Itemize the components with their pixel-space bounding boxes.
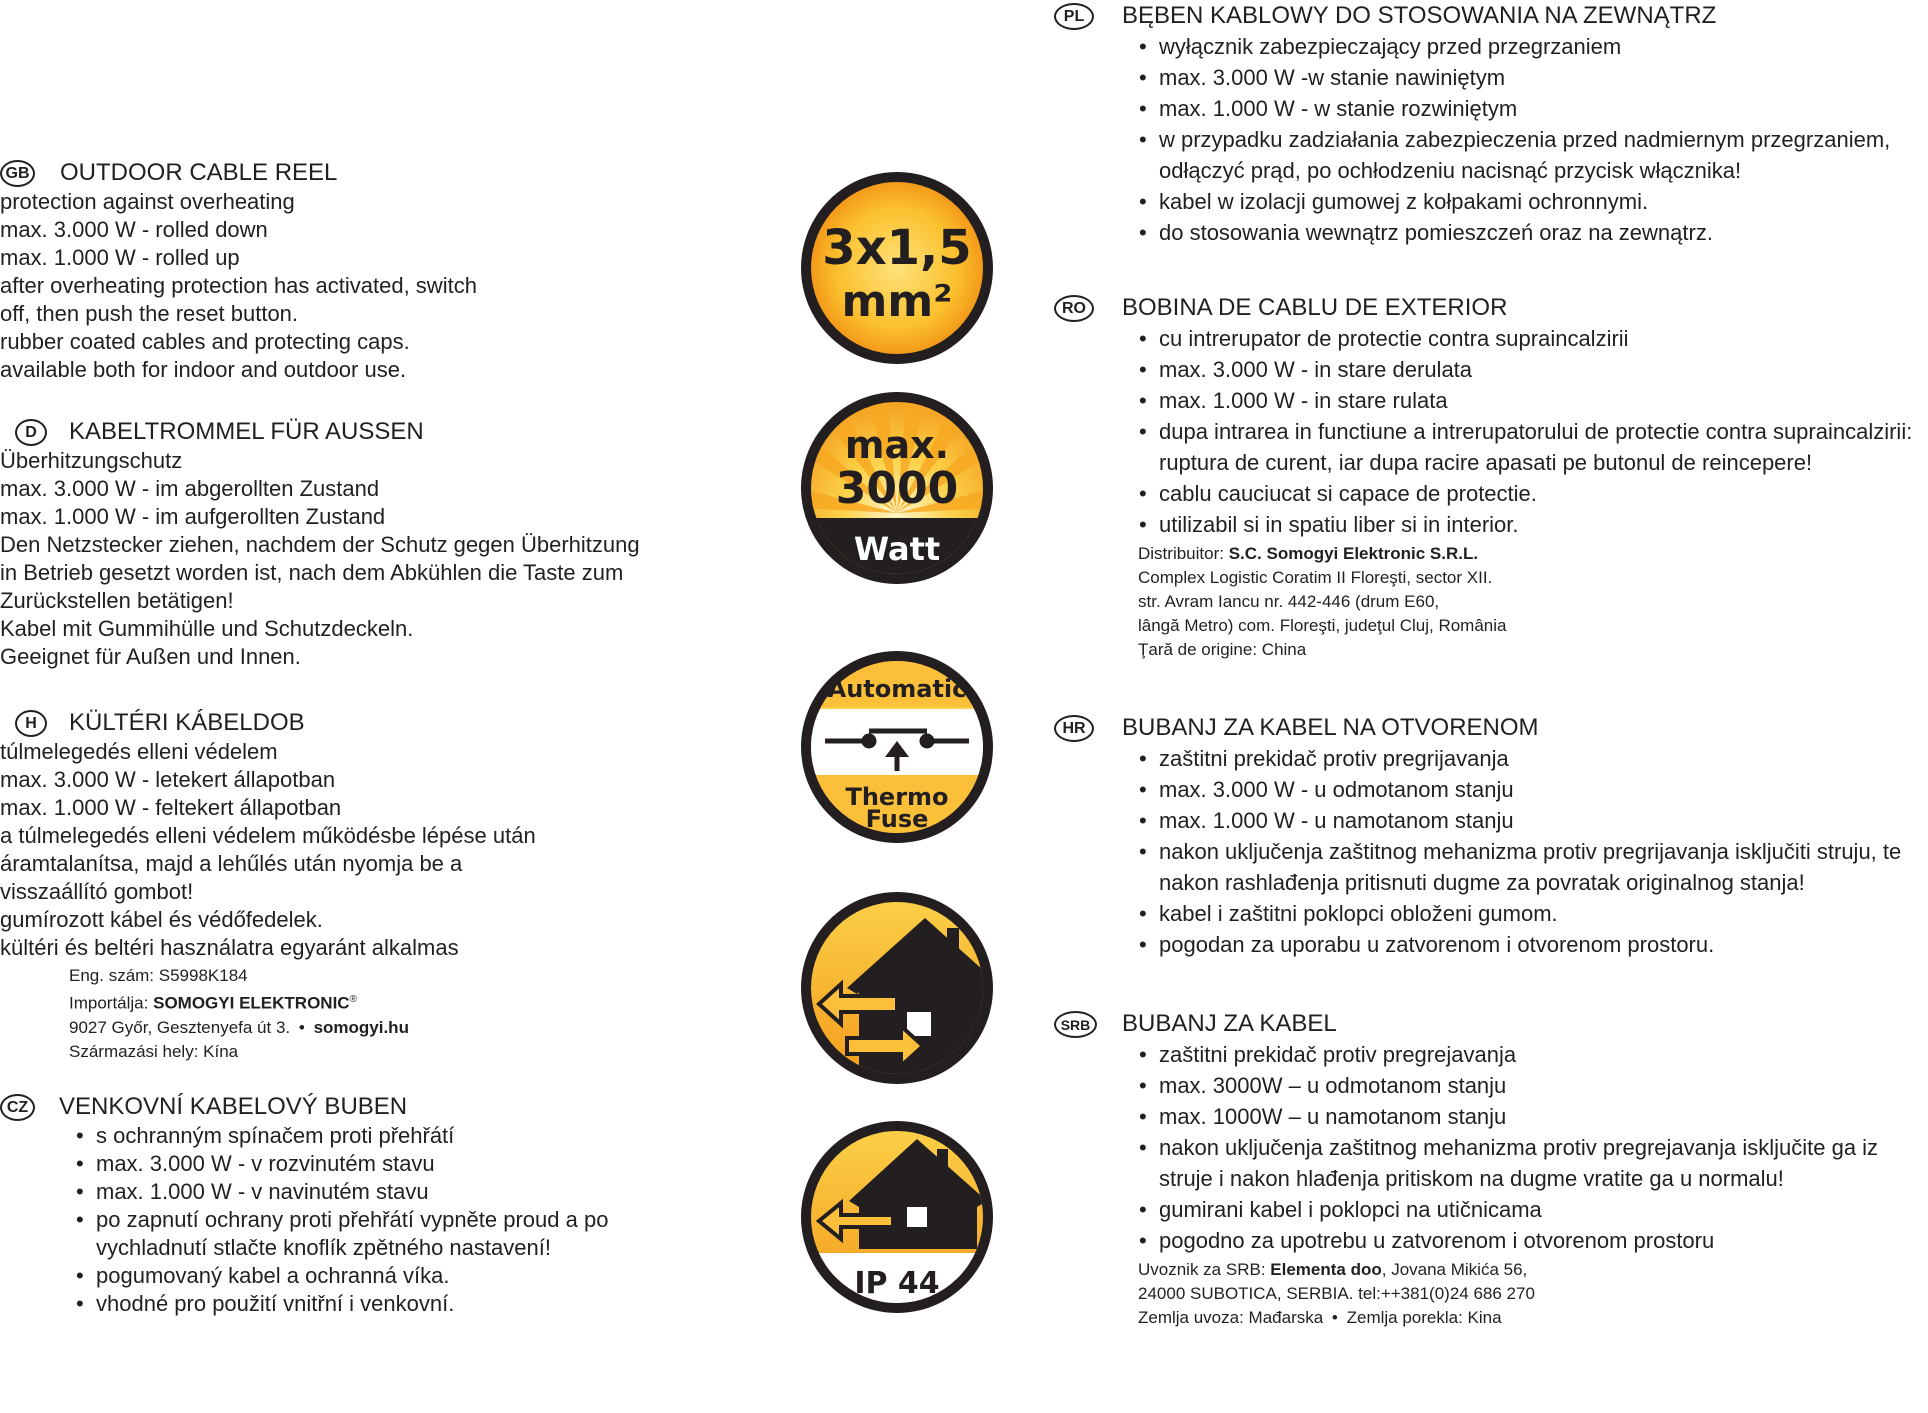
thermo-fuse-icon	[797, 647, 997, 847]
distributor-info-ro	[1138, 542, 1928, 662]
ip44-icon	[797, 1117, 997, 1317]
list-item: • max. 1.000 W - u namotanom stanju	[1159, 805, 1928, 836]
item-list-hr	[1159, 743, 1928, 960]
section-d	[0, 417, 660, 671]
item-list-pl	[1159, 31, 1919, 248]
item-list-srb	[1159, 1039, 1919, 1256]
list-item: • protection against overheating	[0, 188, 500, 216]
list-item: • a túlmelegedés elleni védelem működésbe lépése után áramtalanítsa, majd a lehűlés után nyomja be a visszaállító gombot!	[0, 822, 560, 906]
list-item: • w przypadku zadziałania zabezpieczenia przed nadmiernym przegrzaniem, odłączyć prąd, po ochłodzeniu nacisnąć przycisk włącznika!	[1159, 124, 1919, 186]
list-item: • kabel w izolacji gumowej z kołpakami ochronnymi.	[1159, 186, 1919, 217]
list-item: • pogodan za uporabu u zatvorenom i otvorenom prostoru.	[1159, 929, 1928, 960]
list-item: • max. 1.000 W - in stare rulata	[1159, 385, 1928, 416]
section-title-gb: OUTDOOR CABLE REEL	[60, 159, 338, 186]
address-line: lângă Metro) com. Floreşti, judeţul Cluj, România	[1138, 616, 1507, 635]
list-item: • pogumovaný kabel a ochranná víka.	[96, 1262, 636, 1290]
list-item: • max. 1.000 W - rolled up	[0, 244, 500, 272]
website: somogyi.hu	[313, 1017, 409, 1037]
section-title-srb: BUBANJ ZA KABEL	[1122, 1010, 1337, 1037]
list-item: • pogodno za upotrebu u zatvorenom i otvorenom prostoru	[1159, 1225, 1919, 1256]
list-item: • zaštitni prekidač protiv pregrijavanja	[1159, 743, 1928, 774]
origin-line: Ţară de origine: China	[1138, 640, 1307, 659]
svg-text:Automatic: Automatic	[827, 675, 967, 703]
item-list-cz	[96, 1122, 636, 1318]
list-item: • wyłącznik zabezpieczający przed przegrzaniem	[1159, 31, 1919, 62]
list-item: • after overheating protection has activated, switch off, then push the reset button.	[0, 272, 500, 328]
svg-text:3000: 3000	[835, 463, 959, 514]
list-item: • gumirani kabel i poklopci na utičnicama	[1159, 1194, 1919, 1225]
list-item: • zaštitni prekidač protiv pregrejavanja	[1159, 1039, 1919, 1070]
section-title-cz: VENKOVNÍ KABELOVÝ BUBEN	[59, 1093, 408, 1120]
lang-badge-h: H	[15, 710, 47, 737]
list-item: • do stosowania wewnątrz pomieszczeń oraz na zewnątrz.	[1159, 217, 1919, 248]
indoor-outdoor-icon	[797, 888, 997, 1088]
list-item: • max. 3.000 W - im abgerollten Zustand	[0, 475, 660, 503]
list-item: • max. 1.000 W - w stanie rozwiniętym	[1159, 93, 1919, 124]
list-item: • s ochranným spínačem proti přehřátí	[96, 1122, 636, 1150]
list-item: • rubber coated cables and protecting caps.	[0, 328, 500, 356]
svg-text:mm²: mm²	[841, 276, 953, 327]
list-item: • max. 3.000 W - letekert állapotban	[0, 766, 560, 794]
lang-badge-hr: HR	[1054, 715, 1094, 742]
importer-name: Elementa doo	[1270, 1260, 1382, 1279]
section-gb	[0, 158, 500, 384]
svg-text:max.: max.	[844, 423, 950, 467]
list-item: • po zapnutí ochrany proti přehřátí vypněte proud a po vychladnutí stlačte knoflík zpětného nastavení!	[96, 1206, 636, 1262]
section-title-h: KÜLTÉRI KÁBELDOB	[69, 709, 305, 736]
lang-badge-srb: SRB	[1054, 1011, 1097, 1038]
importer-line: Importálja: SOMOGYI ELEKTRONIC®	[69, 993, 357, 1013]
svg-text:Fuse: Fuse	[865, 805, 929, 833]
address-line: Complex Logistic Coratim II Floreşti, sector XII.	[1138, 568, 1493, 587]
section-pl	[1054, 1, 1919, 248]
list-item: • Den Netzstecker ziehen, nachdem der Schutz gegen Überhitzung in Betrieb gesetzt worden ist, nach dem Abkühlen die Taste zum Zurückstellen betätigen!	[0, 531, 660, 615]
list-item: • utilizabil si in spatiu liber si in interior.	[1159, 509, 1928, 540]
lang-badge-d: D	[15, 419, 47, 446]
list-item: • vhodné pro použití vnitřní i venkovní.	[96, 1290, 636, 1318]
section-hr	[1054, 713, 1928, 960]
importer-line: Uvoznik za SRB: Elementa doo, Jovana Mikića 56,	[1138, 1260, 1528, 1279]
lang-badge-pl: PL	[1054, 3, 1094, 30]
list-item: • kabel i zaštitni poklopci obloženi gumom.	[1159, 898, 1928, 929]
address-line: 24000 SUBOTICA, SERBIA. tel:++381(0)24 686 270	[1138, 1284, 1535, 1303]
list-item: • max. 1000W – u namotanom stanju	[1159, 1101, 1919, 1132]
max-power-icon	[797, 388, 997, 588]
section-ro	[1054, 293, 1928, 662]
section-h	[0, 708, 560, 1064]
item-list-ro	[1159, 323, 1928, 540]
list-item: • cablu cauciucat si capace de protectie.	[1159, 478, 1928, 509]
list-item: • dupa intrarea in functiune a intrerupatorului de protectie contra supraincalzirii: ruptura de curent, iar dupa racire apasati pe butonul de reincepere!	[1159, 416, 1928, 478]
list-item: • kültéri és beltéri használatra egyaránt alkalmas	[0, 934, 560, 962]
section-title-hr: BUBANJ ZA KABEL NA OTVORENOM	[1122, 714, 1539, 741]
eng-number: Eng. szám: S5998K184	[69, 966, 248, 985]
section-title-ro: BOBINA DE CABLU DE EXTERIOR	[1122, 294, 1508, 321]
list-item: • nakon uključenja zaštitnog mehanizma protiv pregrejavanja isključite ga iz struje i nakon hlađenja pritiskom na dugme vratite ga u normalu!	[1159, 1132, 1919, 1194]
list-item: • nakon uključenja zaštitnog mehanizma protiv pregrijavanja isključiti struju, te nakon rashlađenja pritisnuti dugme za povratak originalnog stanja!	[1159, 836, 1928, 898]
svg-text:Thermo: Thermo	[845, 783, 949, 811]
section-cz	[0, 1092, 636, 1318]
lang-badge-cz: CZ	[0, 1094, 35, 1121]
list-item: • Überhitzungschutz	[0, 447, 660, 475]
lang-badge-ro: RO	[1054, 295, 1094, 322]
list-item: • cu intrerupator de protectie contra supraincalzirii	[1159, 323, 1928, 354]
item-list-h	[0, 738, 560, 962]
list-item: • túlmelegedés elleni védelem	[0, 738, 560, 766]
list-item: • max. 3.000 W - v rozvinutém stavu	[96, 1150, 636, 1178]
section-title-d: KABELTROMMEL FÜR AUSSEN	[69, 418, 424, 445]
list-item: • Kabel mit Gummihülle und Schutzdeckeln.	[0, 615, 660, 643]
list-item: • max. 3.000 W - in stare derulata	[1159, 354, 1928, 385]
list-item: • max. 3000W – u odmotanom stanju	[1159, 1070, 1919, 1101]
list-item: • max. 1.000 W - im aufgerollten Zustand	[0, 503, 660, 531]
list-item: • max. 3.000 W -w stanie nawiniętym	[1159, 62, 1919, 93]
address-line: str. Avram Iancu nr. 442-446 (drum E60,	[1138, 592, 1440, 611]
origin-line: Zemlja uvoza: Mađarska • Zemlja porekla: Kina	[1138, 1308, 1502, 1327]
list-item: • max. 1.000 W - v navinutém stavu	[96, 1178, 636, 1206]
distributor-name: S.C. Somogyi Elektronic S.R.L.	[1228, 544, 1479, 563]
item-list-gb	[0, 188, 500, 384]
address-line: 9027 Győr, Gesztenyefa út 3. • somogyi.hu	[69, 1017, 409, 1037]
section-srb	[1054, 1009, 1919, 1330]
svg-text:Watt: Watt	[853, 530, 941, 568]
list-item: • available both for indoor and outdoor use.	[0, 356, 500, 384]
svg-text:IP 44: IP 44	[854, 1266, 940, 1301]
list-item: • max. 3.000 W - rolled down	[0, 216, 500, 244]
distributor-line: Distribuitor: S.C. Somogyi Elektronic S.R.L.	[1138, 544, 1479, 563]
list-item: • gumírozott kábel és védőfedelek.	[0, 906, 560, 934]
item-list-d	[0, 447, 660, 671]
list-item: • Geeignet für Außen und Innen.	[0, 643, 660, 671]
importer-company: SOMOGYI ELEKTRONIC	[153, 993, 350, 1013]
section-title-pl: BĘBEN KABLOWY DO STOSOWANIA NA ZEWNĄTRZ	[1122, 2, 1717, 29]
svg-text:3x1,5: 3x1,5	[822, 220, 972, 276]
lang-badge-gb: GB	[0, 160, 35, 187]
importer-info-h	[69, 964, 560, 1064]
list-item: • max. 1.000 W - feltekert állapotban	[0, 794, 560, 822]
origin-line: Származási hely: Kína	[69, 1041, 239, 1061]
list-item: • max. 3.000 W - u odmotanom stanju	[1159, 774, 1928, 805]
importer-info-srb	[1138, 1258, 1919, 1330]
cable-cross-section-icon	[797, 168, 997, 368]
